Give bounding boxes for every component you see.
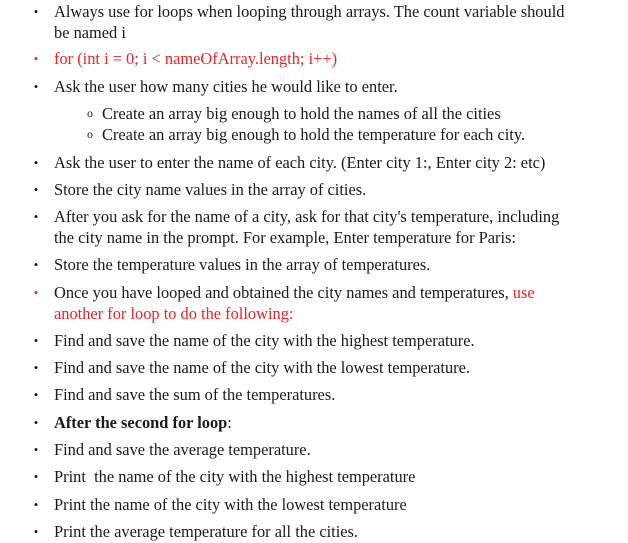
bullet-icon: • <box>33 182 39 197</box>
list-item-text: Ask the user how many cities he would like to enter. <box>54 77 398 96</box>
bullet-icon: • <box>33 155 39 170</box>
list-item <box>0 206 620 248</box>
bullet-icon: • <box>33 524 39 539</box>
list-item-text: Store the temperature values in the array of temperatures. <box>54 255 431 274</box>
list-item-text: Print the average temperature for all the cities. <box>54 522 359 541</box>
list-item-line: After you ask for the name of a city, ask for that city's temperature, including <box>54 207 560 226</box>
bullet-icon: • <box>33 415 39 430</box>
list-item <box>0 1 620 43</box>
circle-bullet-icon: o <box>87 106 93 120</box>
highlighted-text: use <box>512 283 535 302</box>
bullet-icon: • <box>33 285 39 300</box>
list-item-text: Create an array big enough to hold the temperature for each city. <box>102 125 526 144</box>
list-item-text <box>54 206 559 248</box>
bullet-icon: • <box>33 387 39 402</box>
list-item <box>0 282 620 324</box>
circle-bullet-icon: o <box>87 127 93 141</box>
list-item-text: Ask the user to enter the name of each city. (Enter city 1:, Enter city 2: etc) <box>54 153 546 172</box>
bullet-icon: • <box>33 79 39 94</box>
list-item-text: Create an array big enough to hold the names of all the cities <box>102 104 501 123</box>
list-item-text <box>54 282 535 324</box>
bullet-icon: • <box>33 4 39 19</box>
bullet-icon: • <box>33 51 39 66</box>
list-item-text <box>54 412 232 433</box>
list-item-text: Print the name of the city with the highest temperature <box>54 467 416 486</box>
bullet-icon: • <box>33 442 39 457</box>
list-item-text <box>54 1 564 43</box>
list-item-line: Always use for loops when looping through arrays. The count variable should <box>54 2 565 21</box>
list-item-line: the city name in the prompt. For example, Enter temperature for Paris: <box>54 228 516 247</box>
list-item-text: Print the name of the city with the lowest temperature <box>54 495 407 514</box>
list-item-text: Find and save the name of the city with the lowest temperature. <box>54 358 471 377</box>
list-item-text: Find and save the average temperature. <box>54 440 311 459</box>
list-item-suffix: : <box>227 413 232 432</box>
list-item-text: for (int i = 0; i < nameOfArray.length; i++) <box>54 49 338 68</box>
list-item-line: be named i <box>54 23 126 42</box>
bullet-icon: • <box>33 333 39 348</box>
bullet-icon: • <box>33 257 39 272</box>
bullet-icon: • <box>33 497 39 512</box>
bullet-icon: • <box>33 360 39 375</box>
list-item-text: Store the city name values in the array of cities. <box>54 180 367 199</box>
bold-text: After the second for loop <box>54 413 228 432</box>
list-item-text: Find and save the name of the city with the highest temperature. <box>54 331 475 350</box>
bullet-icon: • <box>33 469 39 484</box>
list-item-line: Once you have looped and obtained the city names and temperatures, <box>54 283 513 302</box>
highlighted-text: another for loop to do the following: <box>54 304 294 323</box>
list-item-text: Find and save the sum of the temperatures. <box>54 385 336 404</box>
bullet-icon: • <box>33 209 39 224</box>
